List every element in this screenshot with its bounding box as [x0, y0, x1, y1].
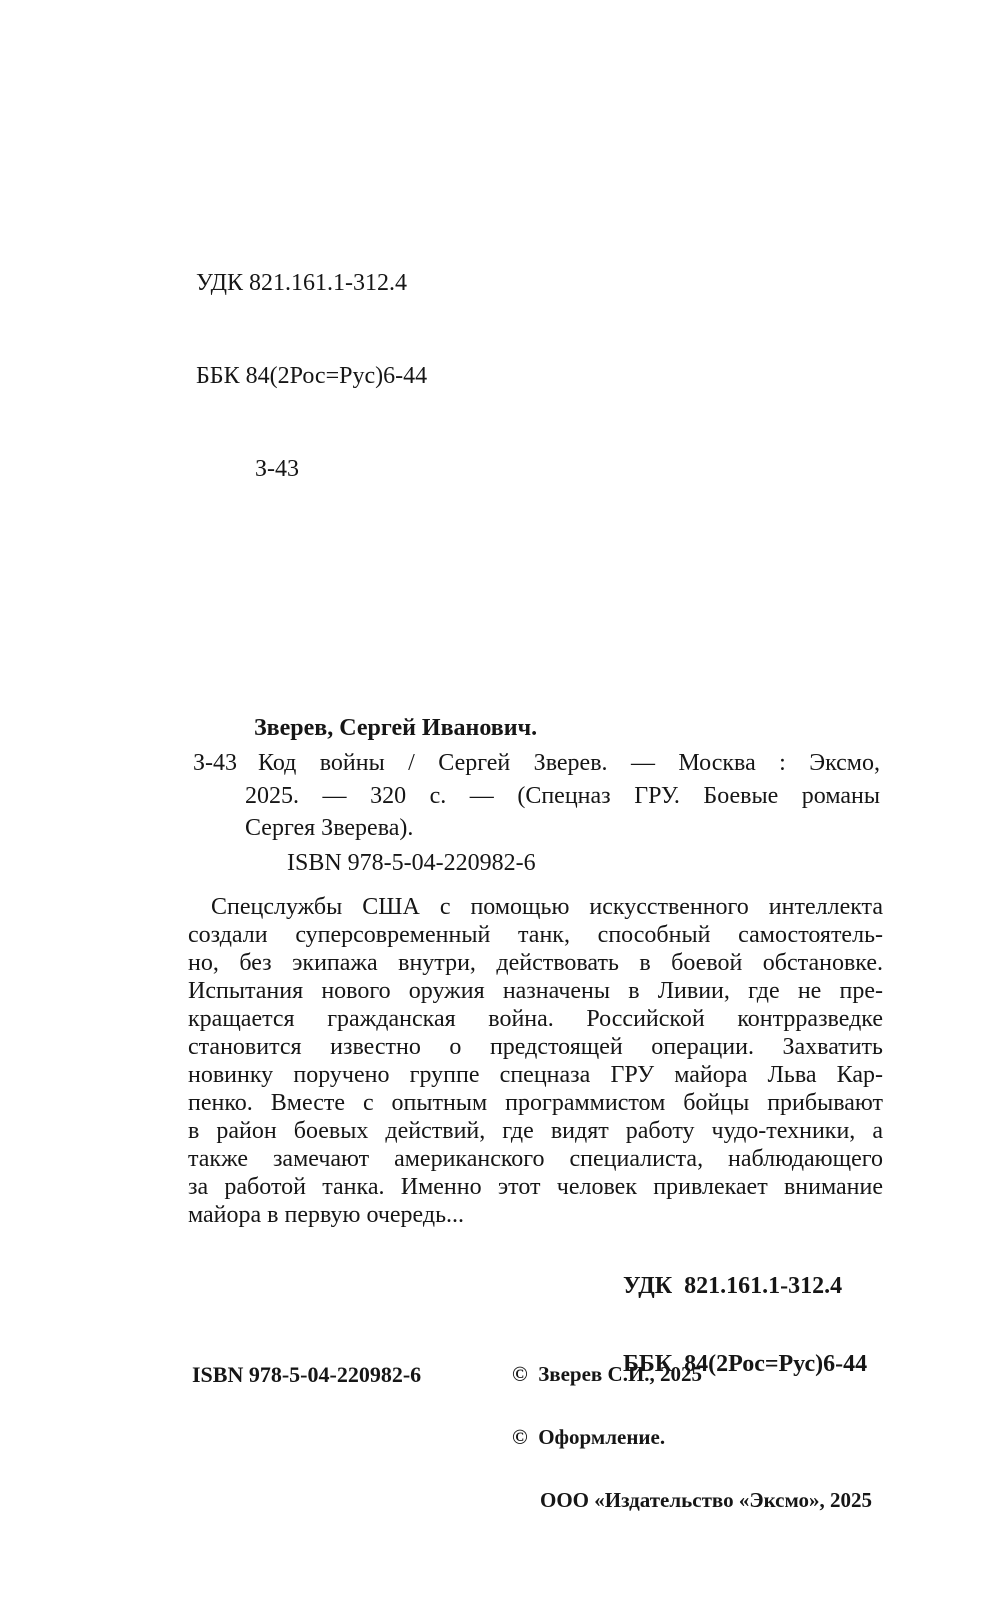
- bibliography-imprint-line: 2025. — 320 с. — (Спецназ ГРУ. Боевые романы: [245, 783, 880, 809]
- copyright-author: © Зверев С.И., 2025: [512, 1362, 703, 1386]
- annotation-line: майора в первую очередь...: [188, 1202, 465, 1228]
- annotation-line: Спецслужбы США с помощью искусственного интеллекта: [211, 894, 883, 920]
- annotation-line: также замечают американского специалиста, наблюдающего: [188, 1146, 883, 1172]
- top-classification-block: [196, 206, 427, 547]
- bibliography-author-sign: З-43: [193, 750, 238, 776]
- isbn-bottom: ISBN 978-5-04-220982-6: [192, 1362, 422, 1387]
- annotation-line: Испытания нового оружия назначены в Ливии, где не пре-: [188, 978, 883, 1004]
- copyright-block: [512, 1322, 872, 1553]
- author-sign: З-43: [255, 456, 300, 482]
- annotation-line: создали суперсовременный танк, способный самостоятель-: [188, 922, 883, 948]
- annotation-line: но, без экипажа внутри, действовать в боевой обстановке.: [188, 950, 883, 976]
- annotation-line: новинку поручено группе спецназа ГРУ майора Льва Кар-: [188, 1062, 883, 1088]
- copyright-publisher: ООО «Издательство «Эксмо», 2025: [540, 1488, 873, 1512]
- bibliography-author: Зверев, Сергей Иванович.: [254, 715, 538, 741]
- udk-code-bold: УДК 821.161.1-312.4: [623, 1273, 843, 1299]
- annotation-line: пенко. Вместе с опытным программистом бойцы прибывают: [188, 1090, 883, 1116]
- bibliography-series-line: Сергея Зверева).: [245, 815, 414, 841]
- bbk-code: ББК 84(2Рос=Рус)6-44: [196, 363, 428, 389]
- bibliography-title-line: Код войны / Сергей Зверев. — Москва : Эксмо,: [258, 750, 880, 776]
- annotation-line: в район боевых действий, где видят работу чудо-техники, а: [188, 1118, 883, 1144]
- isbn-middle: ISBN 978-5-04-220982-6: [287, 850, 536, 876]
- annotation-line: становится известно о предстоящей операции. Захватить: [188, 1034, 883, 1060]
- copyright-design: © Оформление.: [512, 1425, 666, 1449]
- annotation-line: за работой танка. Именно этот человек привлекает внимание: [188, 1174, 883, 1200]
- bbk-code-bold: ББК 84(2Рос=Рус)6-44: [623, 1351, 868, 1377]
- annotation-paragraph: [188, 893, 883, 1229]
- annotation-line: кращается гражданская война. Российской контрразведке: [188, 1006, 883, 1032]
- udk-code: УДК 821.161.1-312.4: [196, 270, 407, 296]
